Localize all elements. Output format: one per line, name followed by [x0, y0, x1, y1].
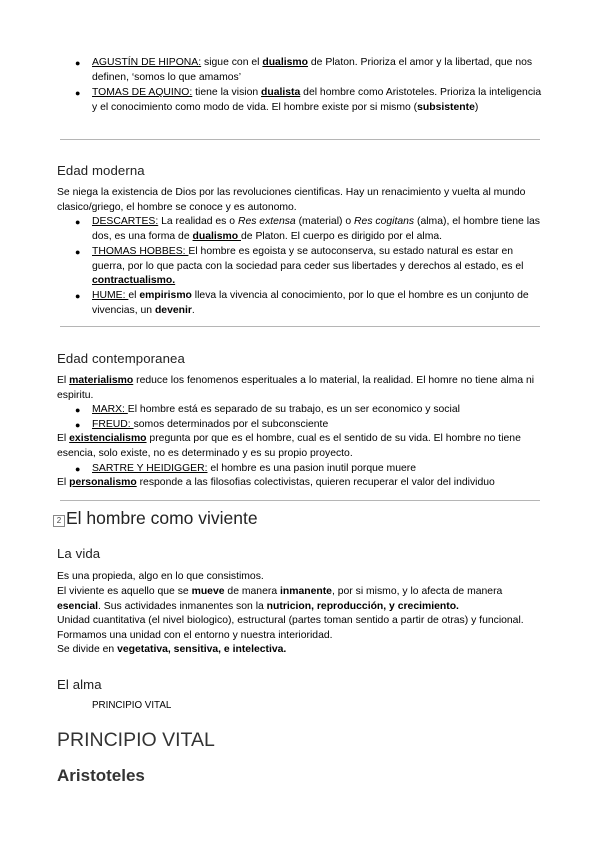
paragraph-vida-1: Es una propieda, algo en lo que consistimos.: [57, 571, 264, 582]
paragraph-vida-3: Unidad cuantitativa (el nivel biologico), estructural (partes toman sentido a partir de otras) y funcional. Formamos una unidad con el entorno y nuestra interioridad.: [57, 615, 524, 641]
list-item-hume: ● HUME: el empirismo lleva la vivencia al conocimiento, por lo que el hombre es un conjunto de vivencias, un devenir.: [75, 290, 529, 316]
bullet-icon: ●: [75, 464, 81, 474]
link-hobbes[interactable]: THOMAS HOBBES:: [92, 246, 189, 257]
list-item-hobbes: ● THOMAS HOBBES: El hombre es egoista y se autoconserva, su estado natural es estar en guerra, por lo que pacta con la sociedad para ceder sus libertades y derechos al estado, es el contractualismo.: [75, 246, 524, 287]
list-item-marx: ● MARX: El hombre está es separado de su trabajo, es un ser economico y social: [92, 403, 542, 418]
link-sartre[interactable]: SARTRE Y HEIDIGGER:: [92, 463, 208, 474]
list-item-freud: ● FREUD: somos determinados por el subconsciente: [92, 418, 542, 433]
bullet-icon: ●: [75, 405, 81, 415]
paragraph-existencialismo: El existencialismo pregunta por que es el hombre, cual es el sentido de su vida. El hombre no tiene esencia, solo existe, no es determinado y es su propio proyecto.: [57, 433, 521, 459]
link-descartes[interactable]: DESCARTES:: [92, 216, 159, 227]
bullet-icon: ●: [75, 247, 81, 257]
list-item-agustin: ● AGUSTÍN DE HIPONA: sigue con el dualismo de Platon. Prioriza el amor y la libertad, que nos definen, ‘somos lo que amamos’: [75, 57, 533, 83]
paragraph-vida-2: El viviente es aquello que se mueve de manera inmanente, por si mismo, y lo afecta de manera esencial. Sus actividades inmanentes son la nutricion, reproducción, y crecimiento.: [57, 586, 503, 612]
heading-el-alma: El alma: [57, 677, 102, 692]
heading-edad-moderna: Edad moderna: [57, 163, 145, 178]
toc-link-principio-vital[interactable]: PRINCIPIO VITAL: [92, 700, 172, 711]
heading-la-vida: La vida: [57, 546, 101, 561]
heading-edad-contemporanea: Edad contemporanea: [57, 351, 185, 366]
bullet-icon: ●: [75, 291, 81, 301]
divider: [60, 139, 540, 140]
paragraph-personalismo: El personalismo responde a las filosofias colectivistas, quieren recuperar el valor del individuo: [57, 477, 495, 488]
paragraph-materialismo: El materialismo reduce los fenomenos esperituales a lo material, la realidad. El homre no tiene alma ni espiritu.: [57, 375, 535, 401]
heading-hombre-como-viviente: 2 El hombre como viviente: [53, 508, 258, 529]
link-marx[interactable]: MARX:: [92, 404, 128, 415]
link-hume[interactable]: HUME:: [92, 290, 129, 301]
divider: [60, 500, 540, 501]
link-freud[interactable]: FREUD:: [92, 419, 134, 430]
bullet-icon: ●: [75, 217, 81, 227]
heading-principio-vital: PRINCIPIO VITAL: [57, 729, 215, 751]
link-aquino[interactable]: TOMAS DE AQUINO:: [92, 87, 193, 98]
list-item-sartre: ● SARTRE Y HEIDIGGER: el hombre es una pasion inutil porque muere: [92, 462, 542, 477]
bullet-icon: ●: [75, 420, 81, 430]
list-item-descartes: ● DESCARTES: La realidad es o Res extensa (material) o Res cogitans (alma), el hombre tiene las dos, es una forma de dualismo de Platon. El cuerpo es dirigido por el alma.: [75, 216, 541, 242]
heading-aristoteles: Aristoteles: [57, 766, 145, 785]
section-marker-icon: 2: [53, 515, 65, 527]
divider: [60, 326, 540, 327]
link-agustin[interactable]: AGUSTÍN DE HIPONA:: [92, 57, 202, 68]
bullet-icon: ●: [75, 88, 81, 98]
paragraph-moderna-intro: Se niega la existencia de Dios por las revoluciones cientificas. Hay un renacimiento y vuelta al mundo clasico/griego, el hombre se conoce y es autonomo.: [57, 187, 526, 213]
paragraph-vida-4: Se divide en vegetativa, sensitiva, e intelectiva.: [57, 644, 287, 655]
bullet-icon: ●: [75, 58, 81, 68]
list-item-aquino: ● TOMAS DE AQUINO: tiene la vision dualista del hombre como Aristoteles. Prioriza la inteligencia y el conocimiento como modo de vida. El hombre existe por si mismo (subsistente): [75, 87, 542, 113]
